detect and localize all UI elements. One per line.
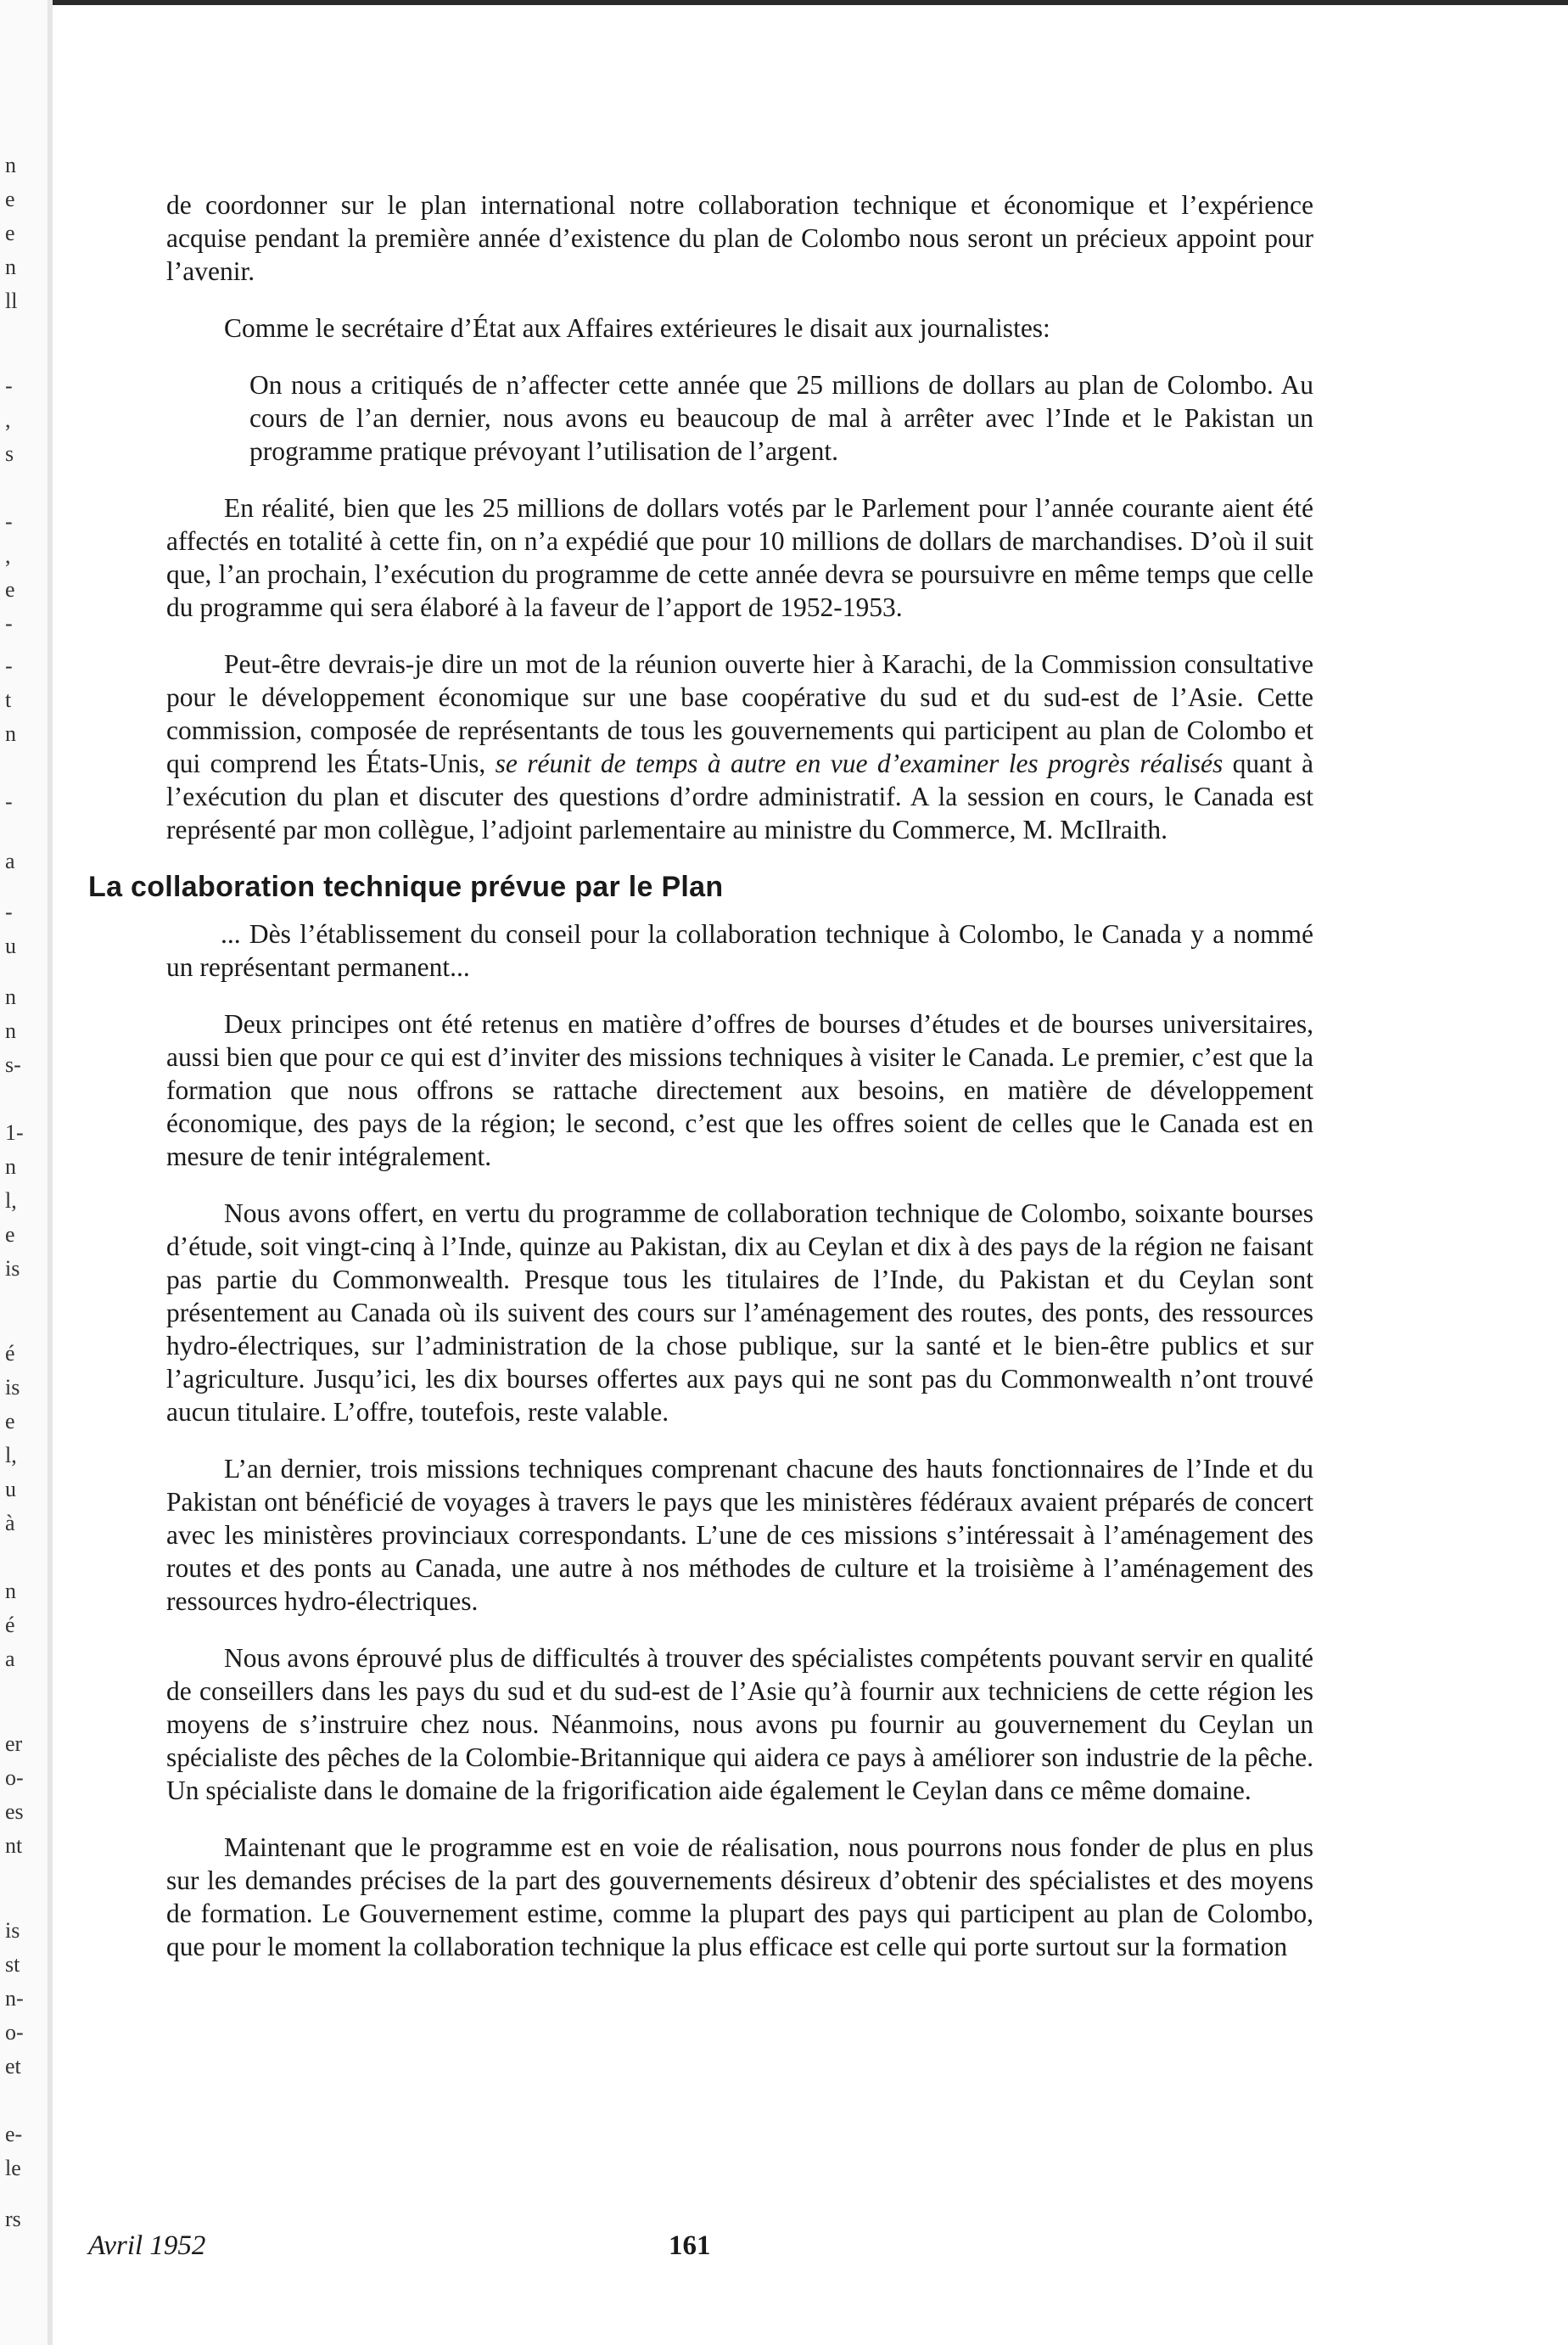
block-quote [166,917,1313,984]
bleed-fragment: e- [5,2122,23,2146]
bleed-fragment: nt [5,1833,23,1858]
bleed-fragment: is [5,1918,20,1943]
bleed-fragment: o- [5,1765,24,1790]
bleed-fragment: st [5,1952,20,1977]
bleed-fragment: t [5,687,12,712]
paragraph-text: Peut-être devrais-je dire un mot de la réunion ouverte hier à Karachi, de la Commission consultative pour le développement économique sur une base coopérative du sud et du sud-est de l’Asie. Cette commission, composée de représentants de tous les gouvernements qui participent au plan de Colombo et qui comprend les États-Unis, [166,649,1313,778]
paragraph: Nous avons offert, en vertu du programme de collaboration technique de Colombo, soixante bourses d’étude, soit vingt-cinq à l’Inde, quinze au Pakistan, dix au Ceylan et dix à des pays de la région ne faisant pas partie du Commonwealth. Presque tous les titulaires de l’Inde, du Pakistan et du Ceylan sont présentement au Canada où ils suivent des cours sur l’aménagement des routes, des ponts, des ressources hydro-électriques, sur l’administration de la chose publique, sur la santé et le bien-être publics et sur l’agriculture. Jusqu’ici, les dix bourses offertes aux pays qui ne sont pas du Commonwealth n’ont trouvé aucun titulaire. L’offre, toutefois, reste valable. [166,1198,1313,1427]
bleed-fragment: e [5,1222,15,1247]
bleed-fragment: é [5,1341,15,1366]
bleed-fragment: a [5,1647,15,1671]
issue-date: Avril 1952 [88,2230,206,2261]
bleed-fragment: e [5,187,15,211]
page-number: 161 [669,2230,711,2261]
bleed-fragment: u [5,1477,16,1501]
bleed-fragment: u [5,934,16,958]
bleed-fragment: à [5,1511,15,1535]
bleed-fragment: n [5,1018,16,1043]
paragraph: Nous avons éprouvé plus de difficultés à trouver des spécialistes compétents pouvant servir en qualité de conseillers dans les pays du sud et du sud-est de l’Asie qu’à fournir aux techniciens de cette région les moyens de s’instruire chez nous. Néanmoins, nous avons pu fournir au gouvernement du Ceylan un spécialiste des pêches de la Colombie-Britannique qui aidera ce pays à améliorer son industrie de la pêche. Un spécialiste dans le domaine de la frigorification aide également le Ceylan dans ce même domaine. [166,1643,1313,1805]
bleed-fragment: , [5,543,11,568]
bleed-fragment: n [5,985,16,1009]
bleed-fragment: er [5,1731,23,1756]
bleed-fragment: n [5,1154,16,1179]
scan-top-border [0,0,1568,5]
paragraph-text: quant à l’exécution du plan et discuter des questions d’ordre administratif. A la session en cours, le Canada est représenté par mon collègue, l’adjoint parlementaire au ministre du Commerce, M. McIlraith. [166,749,1314,844]
paragraph: L’an dernier, trois missions techniques comprenant chacune des hauts fonctionnaires de l’Inde et du Pakistan ont bénéficié de voyages à travers le pays que les ministères fédéraux avaient préparés de concert avec les ministères provinciaux correspondants. L’une de ces missions s’intéressait à l’aménagement des routes et des ponts au Canada, une autre à nos méthodes de culture et la troisième à l’aménagement des ressources hydro-électriques. [166,1454,1313,1616]
italic-text: se réunit de temps à autre en vue d’examiner les progrès réalisés [495,749,1224,778]
bleed-fragment: l, [5,1443,17,1467]
bleed-fragment: ll [5,289,18,313]
bleed-fragment: - [5,654,13,678]
bleed-fragment: l, [5,1188,17,1213]
bleed-fragment: e [5,1409,15,1433]
bleed-fragment: s- [5,1052,21,1077]
paragraph: de coordonner sur le plan international notre collaboration technique et économique et l’expérience acquise pendant la première année d’existence du plan de Colombo nous seront un précieux appoint pour l’avenir. [166,190,1313,286]
paragraph [166,648,1313,846]
bleed-fragment: - [5,509,13,534]
bleed-fragment: n [5,1579,16,1603]
bleed-fragment: et [5,2054,21,2079]
bleed-fragment: n [5,721,16,746]
bleed-fragment: is [5,1375,20,1400]
paragraph: En réalité, bien que les 25 millions de dollars votés par le Parlement pour l’année courante aient été affectés en totalité à cette fin, on n’a expédié que pour 10 millions de dollars de marchandises. D’où il suit que, l’an prochain, l’exécution du programme de cette année devra se poursuivre en même temps que celle du programme qui sera élaboré à la faveur de l’apport de 1952-1953. [166,493,1313,622]
bleed-fragment: n [5,153,16,177]
bleed-fragment: n- [5,1986,24,2011]
bleed-fragment: e [5,221,15,245]
bleed-fragment: e [5,577,15,602]
bleed-fragment: , [5,407,11,432]
scan-binding-shadow [48,0,53,2345]
paragraph: Maintenant que le programme est en voie de réalisation, nous pourrons nous fonder de plus en plus sur les demandes précises de la part des gouvernements désireux d’obtenir des spécialistes et des moyens de formation. Le Gouvernement estime, comme la plupart des pays qui participent au plan de Colombo, que pour le moment la collaboration technique la plus efficace est celle qui porte surtout sur la formation [166,1832,1313,1961]
bleed-fragment: 1- [5,1120,24,1145]
section-heading: La collaboration technique prévue par le Plan [88,871,724,903]
bleed-fragment: - [5,789,13,814]
page-footer [88,2230,1313,2273]
paragraph: Deux principes ont été retenus en matière d’offres de bourses d’études et de bourses universitaires, aussi bien que pour ce qui est d’inviter des missions techniques à visiter le Canada. Le premier, c’est que la formation que nous offrons se rattache directement aux besoins, en matière de développement économique, des pays de la région; le second, c’est que les offres soient de celles que le Canada est en mesure de tenir intégralement. [166,1009,1313,1171]
bleed-fragment: is [5,1256,20,1281]
bleed-fragment: - [5,611,13,636]
bleed-fragment: s [5,441,14,466]
quote-text: ... Dès l’établissement du conseil pour la collaboration technique à Colombo, le Canada y a nommé un représentant permanent... [166,919,1313,982]
bleed-fragment: rs [5,2207,21,2231]
document-page [88,188,1314,1987]
bleed-fragment: - [5,900,13,924]
bleed-fragment: é [5,1613,15,1637]
bleed-fragment: a [5,849,15,873]
bleed-fragment: - [5,373,13,398]
bleed-fragment: n [5,255,16,279]
block-quote: On nous a critiqués de n’affecter cette année que 25 millions de dollars au plan de Colombo. Au cours de l’an dernier, nous avons eu beaucoup de mal à arrêter avec l’Inde et le Pakistan un programme pratique prévoyant l’utilisation de l’argent. [249,370,1313,466]
bleed-fragment: es [5,1799,24,1824]
bleed-fragment: o- [5,2020,24,2045]
bleed-fragment: le [5,2156,21,2180]
paragraph: Comme le secrétaire d’État aux Affaires extérieures le disait aux journalistes: [224,313,1050,343]
